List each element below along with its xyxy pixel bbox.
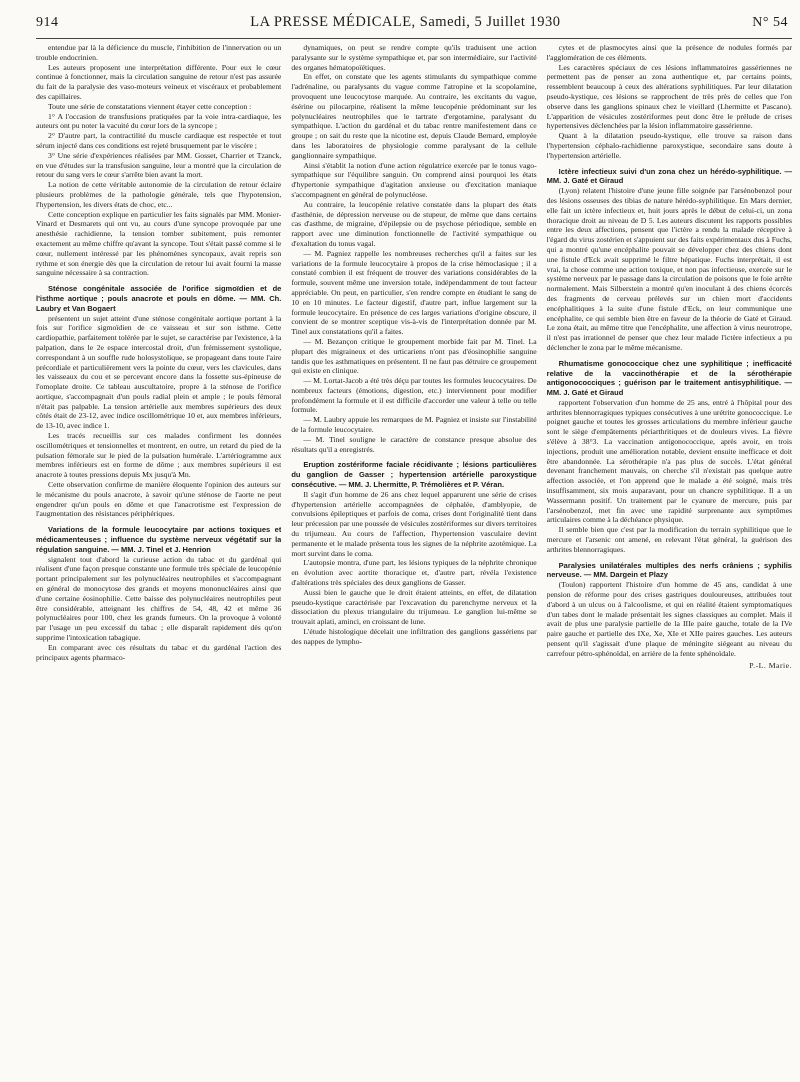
paragraph: Toute une série de constatations viennent étayer cette conception : — [48, 101, 252, 111]
paragraph: 2° D'autre part, la contractilité du muscle cardiaque est respectée et tout sérum injecté dans ces conditions est rejeté brusquement par le viscère ; — [36, 131, 282, 150]
paragraph: cytes et de plasmocytes ainsi que la présence de nodules formés par l'agglomération de ces éléments. — [546, 43, 792, 62]
paragraph: — M. Tinel souligne le caractère de constance presque absolue des résultats qu'il a enregistrés. — [291, 434, 537, 454]
paragraph: En effet, on constate que les agents stimulants du sympathique comme l'adrénaline, ou paralysants du vague comme l'atropine et la scopolamine, provoquent une leucocytose marquée. Au contraire, les excitants du vague, ésérine ou pilocarpine, réalisent la même leucopénie prédominant sur les polynucléaires neutrophiles que le tartrate d'ergotamine, paralysant du sympathique. L'action du gardénal et du tabac rentre manifestement dans ce groupe ; on sait du reste que la nicotine est, depuis Claude Bernard, employée dans les laboratoires de physiologie comme paralysant de la cellule ganglionnaire sympathique. — [291, 72, 537, 160]
page-number: 914 — [36, 15, 59, 30]
header-rule — [36, 38, 792, 39]
issue-number: N° 54 — [752, 15, 788, 30]
section-heading: Ictère infectieux suivi d'un zona chez un hérédo-syphilitique. — MM. J. Gaté et Giraud — [546, 166, 792, 186]
paragraph: rapportent l'observation d'un homme de 25 ans, entré à l'hôpital pour des arthrites blennorragiques typiques consécutives à une urétrite gonococcique. Le poignet gauche et toutes les grosses articulations du membre inférieur gauche sont le siège d'empâtements périarthritiques et de douleurs vives. La fièvre s'élève à 38°3. La vaccination antigonococcique, après avoir, en trois injections, produit une amélioration notable, devient ensuite inefficace et doit être abandonnée. La sérothérapie n'a pas plus de succès. L'état général devenant franchement mauvais, on cherche s'il n'existait pas quelque autre affection associée, et l'on apprend que le malade a été soigné, mais très insuffisamment, six mois auparavant, pour un chancre syphilitique. Il a un Wassermann positif. Un traitement par le cyanure de mercure, puis par l'arsénobenzol, met fin avec une rapidité surprenante aux symptômes articulaires comme à la déchéance physique. — [546, 397, 792, 525]
journal-title: LA PRESSE MÉDICALE, Samedi, 5 Juillet 1930 — [250, 14, 561, 30]
paragraph: Il semble bien que c'est par la modification du terrain syphilitique que le mercure et l'arsenic ont amené, en relevant l'état général, la guérison des arthrites blennorragiques. — [546, 525, 792, 554]
paragraph: — M. Lortat-Jacob a été très déçu par toutes les formules leucocytaires. De nombreux facteurs (émotions, digestion, etc.) interviennent pour modifier profondément la formule et il est difficile d'accorder une valeur à telle ou telle formule. — [291, 376, 537, 415]
column-3 — [547, 43, 792, 1079]
paragraph: dynamiques, on peut se rendre compte qu'ils traduisent une action paralysante sur le système sympathique et, par son intermédiaire, sur l'activité des organes hématopoïétiques. — [291, 43, 537, 72]
text-columns — [36, 43, 792, 1079]
paragraph: L'étude histologique décelait une infiltration des ganglions gassériens par des nappes de lympho- — [291, 627, 537, 646]
section-heading: Paralysies unilatérales multiples des nerfs crâniens ; syphilis nerveuse. — MM. Dargein et Plazy — [546, 560, 792, 580]
section-heading: Rhumatisme gonococcique chez une syphilitique ; inefficacité relative de la vaccinothérapie et de la sérothérapie antigonococciques ; guérison par le traitement antisyphilitique. — MM. J. Gaté et Giraud — [546, 358, 792, 398]
paragraph: entendue par là la déficience du muscle, l'inhibition de l'innervation ou un trouble endocrinien. — [36, 43, 282, 62]
paragraph: Quant à la dilatation pseudo-kystique, elle trouve sa raison dans l'hypertension céphalo-rachidienne paroxystique, secondaire sans doute à l'hypertension artérielle. — [546, 131, 792, 160]
paragraph: 1° A l'occasion de transfusions pratiquées par la voie intra-cardiaque, les auteurs ont pu noter la vacuité du cœur lors de la syncope ; — [36, 111, 282, 131]
paragraph: — M. Pagniez rappelle les nombreuses recherches qu'il a faites sur les variations de la formule leucocytaire à propos de la crise hémoclasique ; il a constaté combien il est fréquent de trouver des variations considérables de la formule, souvent même une inversion totale, indépendamment de tout facteur appréciable. On peut, en particulier, s'en rendre compte en étudiant le sang de 10 en 10 minutes. Le facteur digestif, d'autre part, influe largement sur la formule leucocytaire. En présence de ces larges variations d'origine obscure, il convient de se montrer sceptique vis-à-vis de l'interprétation donnée par M. Tinel aux constatations qu'il a faites. — [291, 248, 537, 337]
paragraph: Au contraire, la leucopénie relative constatée dans la plupart des états d'asthénie, de dépression nerveuse ou de stupeur, de même que dans certains cas d'asthme, de migraine, d'épilepsie ou de psychose périodique, semble en rapport avec une diminution fonctionnelle de l'activité sympathique ou d'exaltation du tonus vagal. — [291, 199, 537, 248]
paragraph: Cette conception explique en particulier les faits signalés par MM. Monier-Vinard et Desmarets qui ont vu, au cours d'une syncope provoquée par une anesthésie rachidienne, la tension tomber subitement, puis remonter exactement au même chiffre qu'avant la syncope. Tout s'était passé comme si le cœur, nullement intéressé par les phénomènes syncopaux, avait repris son rythme et son énergie dès que la circulation de retour lui avait fourni la masse sanguine nécessaire à sa contraction. — [36, 209, 282, 278]
section-heading: Variations de la formule leucocytaire par actions toxiques et médicamenteuses ; influence du système nerveux végétatif sur la régulation sanguine. — MM. J. Tinel et J. Henrion — [36, 525, 282, 554]
author-signature: P.-L. Marie. — [749, 660, 792, 670]
page-header — [36, 14, 792, 34]
paragraph: La notion de cette véritable autonomie de la circulation de retour éclaire plusieurs problèmes de la pathologie générale, tels que l'hypotension, l'hypertension, les divers états de choc, etc... — [36, 180, 282, 209]
paragraph: Cette observation confirme de manière éloquente l'opinion des auteurs sur le mécanisme du pouls anacrote, à savoir qu'une sténose de l'aorte ne peut engendrer qu'un pouls en dôme et que l'anacrotisme est l'expression de l'augmentation des résistances périphériques. — [36, 480, 282, 519]
paragraph: En comparant avec ces résultats du tabac et du gardénal l'action des principaux agents pharmaco- — [36, 642, 282, 662]
column-2 — [291, 43, 536, 1079]
paragraph: — M. Laubry appuie les remarques de M. Pagniez et insiste sur l'instabilité de la formule leucocytaire. — [291, 415, 537, 435]
paragraph: Il s'agit d'un homme de 26 ans chez lequel apparurent une série de crises d'hypertension artérielle accompagnées de céphalée, d'amblyopie, de convulsions épileptiques et parfois de coma, crises dont l'originalité tient dans leur précession par une poussée de vésicules zostériformes sur divers territoires du trijumeau. Au cours de l'affection, l'hypertension vasculaire devint permanente et le malade présenta tous les signes de la néphrite azotémique. La mort survint dans le coma. — [291, 489, 537, 558]
paragraph: Les auteurs proposent une interprétation différente. Pour eux le cœur continue à fonctionner, mais la circulation sanguine de retour n'est pas assurée du fait de la paralysie des vaso-moteurs veineux et viscéraux et probablement des capillaires. — [36, 62, 282, 101]
paragraph: — M. Bezançon critique le groupement morbide fait par M. Tinel. La plupart des migraineux et des urticariens n'ont pas d'éosinophilie sanguine tandis que les asthmatiques en présentent. Il ne faut pas détruire ce groupement qui existe en clinique. — [291, 336, 537, 376]
column-1 — [36, 43, 281, 1079]
paragraph: Les tracés recueillis sur ces malades confirment les données oscillométriques et tensionnelles et montrent, en outre, un retard du pied de la pulsation fémorale sur le pied de la pulsation humérale. L'artériogramme aux membres inférieurs est en forme de dôme ; aux membres supérieurs il est anacrote à toutes pressions depuis Mx jusqu'à Mn. — [36, 431, 282, 480]
section-heading: Sténose congénitale associée de l'orifice sigmoïdien et de l'isthme aortique ; pouls anacrote et pouls en dôme. — MM. Ch. Laubry et Van Bogaert — [36, 284, 282, 313]
column-3-body — [547, 43, 792, 659]
paragraph: (Toulon) rapportent l'histoire d'un homme de 45 ans, candidat à une pension de réforme pour des crises gastriques douloureuses, attribuées tout d'abord à un ulcus ou à l'alcoolisme, et qui en réalité étaient symptomatiques d'un tabes dont le malade présentait les signes classiques au complet. Mais il avait de plus une paralysie partielle de la IIIe paire gauche, totale de la IVe paire gauche et partielle des IXe, Xe, XIe et XIIe paires gauches. Les auteurs pensent qu'il s'agissait d'une plaque de méningite siégeant au niveau du carrefour pétro-sphénoïdal, en arrière de la fente sphénoïdale. — [546, 580, 792, 658]
paragraph: 3° Une série d'expériences réalisées par MM. Gosset, Charrier et Tzanck, en vue d'études sur la transfusion sanguine, leur a montré que la circulation de retour du sang vers le cœur s'arrête bien avant la mort. — [36, 150, 282, 180]
section-heading: Eruption zostériforme faciale récidivante ; lésions particulières du ganglion de Gasser ; hypertension artérielle paroxystique consécutive. — MM. J. Lhermitte, P. Trémolières et P. Véran. — [291, 460, 537, 490]
paragraph: Ainsi s'établit la notion d'une action régulatrice exercée par le tonus vago-sympathique sur l'équilibre sanguin. On comprend ainsi pourquoi les états d'hypertonie sympathique d'agitation anxieuse ou d'excitation maniaque s'accompagnent en général de polynucléose. — [291, 160, 537, 199]
paragraph: (Lyon) relatent l'histoire d'une jeune fille soignée par l'arsénobenzol pour des lésions osseuses des tibias de nature hérédo-syphilitique. En Mars dernier, elle fait un ictère infectieux et, huit jours après le début de celui-ci, un zona thoracique droit au niveau de D 5. Les auteurs discutent les rapports possibles entre les deux affections, pensent que l'ictère a rendu la malade réceptive à l'égard du virus zostérien et s'appuient sur des faits expérimentaux dus à Fuchs, qui a montré qu'une encéphalite pouvait se développer chez des chiens dont une fistule d'Eck avait supprimé le filtre hépatique. Fuchs interprétait, il est vrai, la chose comme une action toxique, et non pas infectieuse, exercée sur le système nerveux par le passage dans la circulation de poisons que le foie arrête normalement. Mais Silberstein a montré qu'en inoculant à des chiens écorcés des fragments de cerveau prélevés sur un chien mort d'accidents encéphalitiques à la suite d'une fistule d'Eck, on leur communique une encéphalite, ce qui semble bien être en faveur de la théorie de Gaté et Giraud. Le zona était, au même titre que l'encéphalite, une affection à virus neurotrope, il n'est pas irrationnel de penser que chez leur malade l'ictère infectieux a pu déclencher le zona par le même mécanisme. — [546, 186, 792, 352]
paragraph: signalent tout d'abord la curieuse action du tabac et du gardénal qui réalisent d'une façon presque constante une formule très spéciale de leucopénie portant principalement sur les polynucléaires neutrophiles et s'accompagnant en général de monocytose des grands et moyens mononucléaires ainsi que d'une certaine éosinophilie. Cette baisse des polynucléaires neutrophiles peut être considérable, atteignant les chiffres de 54, 48, 42 et même 36 polynucléaires pour 100, chez les grands fumeurs. On la provoque à volonté par l'usage un peu excessif du tabac ; elle disparaît rapidement dès qu'on supprime l'intoxication tabagique. — [36, 554, 282, 643]
paragraph: L'autopsie montra, d'une part, les lésions typiques de la néphrite chronique en évolution avec aortite thoracique et, d'autre part, révéla l'existence d'altérations très spéciales des deux ganglions de Gasser. — [291, 558, 537, 588]
paragraph: Aussi bien le gauche que le droit étaient atteints, en effet, de dilatation pseudo-kystique caractérisée par l'excavation du parenchyme nerveux et la dissociation du plexus triangulaire du trijumeau. Le ganglion lui-même se trouvait aplati, aminci, en croissant de lune. — [291, 587, 537, 627]
paragraph: Les caractères spéciaux de ces lésions inflammatoires gassériennes ne permettent pas de penser au zona authentique et, par certains points, ressemblent beaucoup à ceux des altérations syphilitiques. Par leur dilatation pseudo-kystique, ces lésions se rapprochent de très près de celles que l'on observe dans les ganglions spinaux chez le vieillard (Lhermitte et Pascano). L'apparition de vésicules zostériformes peut donc être le prélude de crises hypertensives déclenchées par la lésion inflammatoire gassérienne. — [546, 62, 792, 131]
paragraph: présentent un sujet atteint d'une sténose congénitale aortique portant à la fois sur l'orifice sigmoïdien de ce vaisseau et sur son isthme. Cette cardiopathie, parfaitement tolérée par le sujet, se caractérise par l'existence, à la palpation, dans le 2e espace intercostal droit, d'un frémissement systolique, correspondant à un souffle rude holosystolique, se propageant dans toute l'aire précordiale et particulièrement vers la pointe du cœur, vers les clavicules, dans les vaisseaux du cou et se percevant encore dans la fossette sus-épineuse de l'omoplate droite. Ce tableau auscultatoire, propre à la sténose de l'orifice aortique, s'accompagnait d'un pouls radial plein et ample ; le pouls fémoral n'était pas palpable. La tension artérielle aux membres supérieurs des deux côtés était de 23-12, avec indice oscillométrique 10 et, aux membres inférieurs, de 13-10, avec indice 1. — [36, 313, 282, 431]
